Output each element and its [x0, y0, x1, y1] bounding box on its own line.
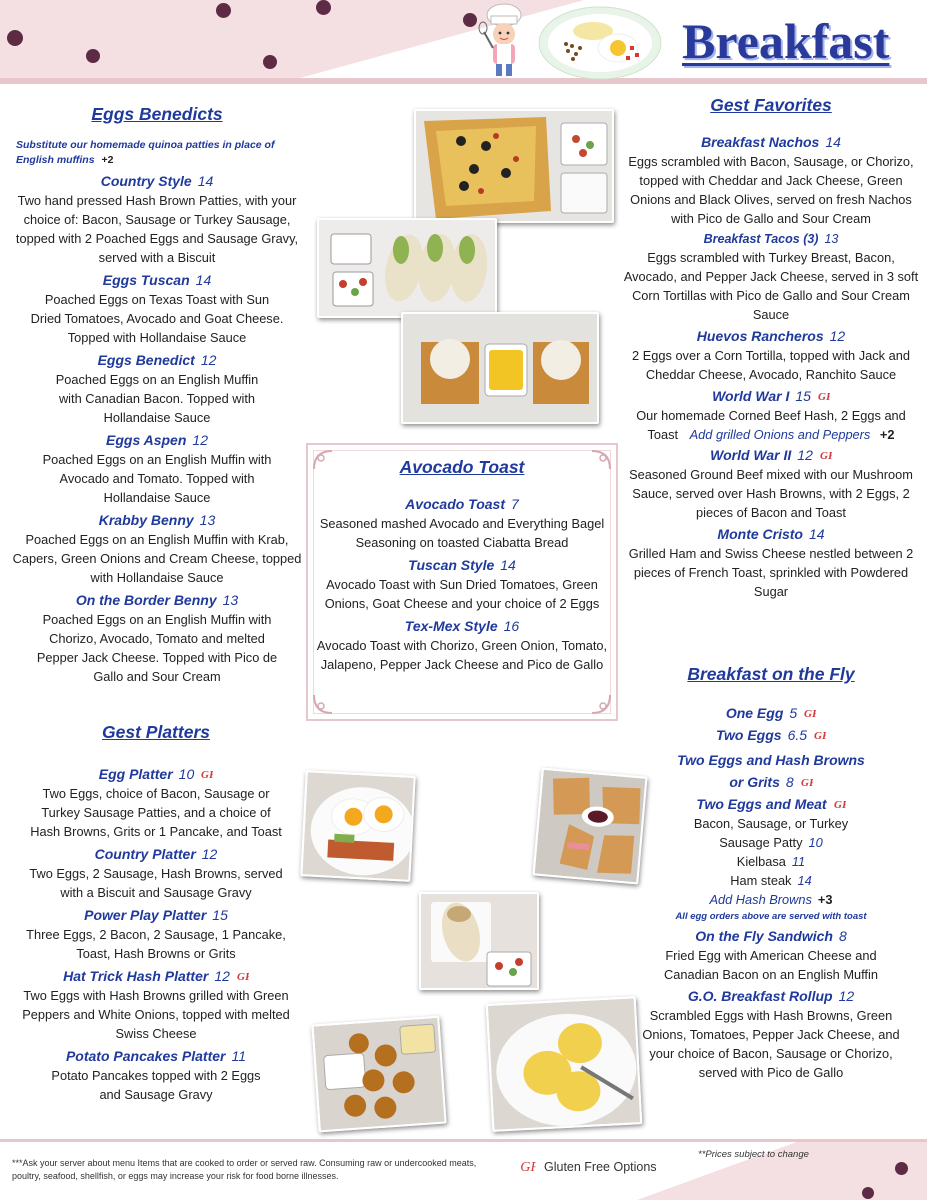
menu-item	[316, 618, 608, 674]
item-price: 14	[195, 272, 212, 288]
chef-illustration	[474, 2, 534, 80]
gluten-free-icon	[237, 969, 249, 983]
item-price: 15	[795, 388, 811, 404]
meat-line-wrap	[620, 852, 922, 871]
meat-line: Sausage Patty	[719, 835, 803, 850]
item-desc: Poached Eggs on an English Muffin with Krab, Capers, Green Onions and Cream Cheese, topped with Hollandaise Sauce	[12, 532, 302, 585]
menu-item	[620, 328, 922, 384]
item-price: 8	[785, 774, 794, 790]
item-desc: Poached Eggs on an English Muffin with Canadian Bacon. Topped with Hollandaise Sauce	[55, 372, 259, 425]
item-name-line1: Two Eggs and Hash Browns	[677, 752, 865, 768]
meat-price: 14	[797, 873, 812, 888]
gluten-free-icon	[834, 797, 846, 811]
gest-platters-section	[8, 722, 304, 1104]
item-name-text: Two Eggs	[715, 727, 782, 743]
menu-item	[12, 432, 302, 507]
section-title: Breakfast on the Fly	[687, 664, 855, 684]
item-name	[316, 496, 608, 512]
item-name	[620, 928, 922, 944]
item-price: 11	[231, 1048, 247, 1064]
prices-note: **Prices subject to change	[698, 1149, 809, 1160]
item-name-text: Potato Pancakes Platter	[65, 1048, 226, 1064]
item-price: 12	[829, 328, 846, 344]
menu-item	[12, 592, 302, 686]
item-price: 14	[500, 557, 516, 573]
item-name	[12, 592, 302, 608]
menu-item	[620, 388, 922, 444]
item-name	[620, 988, 922, 1004]
item-name	[620, 388, 922, 404]
menu-item	[620, 928, 922, 984]
photo-potato-pancakes	[311, 1016, 446, 1133]
item-name-text: Breakfast Tacos (3)	[703, 232, 819, 246]
addon-line	[620, 890, 922, 909]
section-title: Gest Platters	[102, 722, 210, 742]
item-price: 16	[503, 618, 520, 634]
item-desc: Three Eggs, 2 Bacon, 2 Sausage, 1 Pancake, Toast, Hash Browns or Grits	[26, 927, 286, 961]
item-name-text: Huevos Rancheros	[696, 328, 824, 344]
item-desc: Scrambled Eggs with Hash Browns, Green Onions, Tomatoes, Pepper Jack Cheese, and your choice of Bacon, Sausage or Chorizo, served with Pico de Gallo	[642, 1008, 900, 1080]
item-desc: Two Eggs, choice of Bacon, Sausage or Turkey Sausage Patties, and a choice of Hash Browns, Grits or 1 Pancake, and Toast	[30, 786, 282, 839]
item-name	[12, 352, 302, 368]
item-name-text: One Egg	[725, 705, 784, 721]
item-price: 12	[838, 988, 855, 1004]
decor-dot	[263, 55, 277, 69]
item-desc: 2 Eggs over a Corn Tortilla, topped with Jack and Cheddar Cheese, Avocado, Ranchito Sauce	[632, 348, 910, 382]
section-title: Eggs Benedicts	[91, 104, 223, 124]
quinoa-note-text: Substitute our homemade quinoa patties in place of English muffins	[16, 139, 275, 166]
item-name	[316, 618, 608, 634]
menu-item	[12, 512, 302, 587]
item-name-text: Avocado Toast	[405, 496, 506, 512]
gluten-free-icon	[201, 767, 213, 781]
item-name	[12, 432, 302, 448]
photo-eggs-tuscan	[401, 312, 599, 424]
photo-rollup	[419, 892, 539, 990]
menu-item	[12, 173, 302, 267]
item-name-text: Hat Trick Hash Platter	[63, 968, 209, 984]
item-name-text: Krabby Benny	[98, 512, 194, 528]
menu-item	[620, 988, 922, 1082]
item-price: 14	[808, 526, 825, 542]
item-two-eggs	[620, 727, 922, 743]
item-price: 13	[199, 512, 216, 528]
eggs-benedicts-section	[12, 104, 302, 686]
item-name	[8, 968, 304, 984]
item-price: 13	[222, 592, 239, 608]
gluten-free-icon	[818, 389, 830, 403]
gluten-free-icon	[804, 706, 816, 720]
item-price: 5	[789, 705, 798, 721]
meat-line: Kielbasa	[736, 854, 786, 869]
item-desc: Seasoned mashed Avocado and Everything Bagel Seasoning on toasted Ciabatta Bread	[319, 516, 605, 550]
item-name-text: Tuscan Style	[408, 557, 495, 573]
ornament-icon	[312, 693, 334, 715]
item-price: 8	[838, 928, 847, 944]
item-name-text: Eggs Aspen	[106, 432, 187, 448]
item-name-text: G.O. Breakfast Rollup	[687, 988, 833, 1004]
item-two-eggs-hash-browns	[620, 749, 922, 793]
gluten-free-icon	[814, 728, 826, 742]
gf-legend-text: Gluten Free Options	[544, 1160, 657, 1174]
menu-item	[12, 272, 302, 347]
item-desc: Eggs scrambled with Turkey Breast, Bacon, Avocado, and Pepper Jack Cheese, served in 3 soft Corn Tortillas with Pico de Gallo and Sour Cream Sauce	[623, 250, 919, 322]
addon-price: +3	[817, 892, 833, 907]
photo-egg-platter	[300, 770, 415, 882]
item-name-line2: or Grits	[729, 774, 780, 790]
item-price: 14	[197, 173, 214, 189]
item-desc: Potato Pancakes topped with 2 Eggs and Sausage Gravy	[51, 1068, 261, 1102]
page-title: Breakfast	[682, 13, 890, 69]
item-name	[12, 512, 302, 528]
meat-price: 10	[808, 835, 823, 850]
decor-dot	[862, 1187, 874, 1199]
meat-line-wrap	[620, 833, 922, 852]
menu-item	[12, 352, 302, 427]
menu-item	[8, 907, 304, 963]
quinoa-note	[12, 138, 302, 168]
section-title: Avocado Toast	[399, 457, 525, 477]
gluten-free-icon	[801, 775, 813, 789]
item-name	[8, 907, 304, 923]
menu-item	[620, 232, 922, 324]
item-name-text: On the Fly Sandwich	[695, 928, 833, 944]
item-two-eggs-meat	[620, 796, 922, 812]
item-desc: Two Eggs with Hash Browns grilled with Green Peppers and White Onions, topped with melted Swiss Cheese	[22, 988, 290, 1041]
item-price: 15	[212, 907, 228, 923]
item-price: 12	[192, 432, 208, 448]
item-one-egg	[620, 705, 922, 721]
item-price: 14	[825, 134, 841, 150]
menu-item	[620, 134, 922, 228]
item-name-text: Tex-Mex Style	[404, 618, 498, 634]
item-name	[316, 557, 608, 573]
breakfast-plate-illustration	[538, 6, 663, 80]
meat-price: 11	[791, 854, 806, 869]
item-name	[620, 134, 922, 150]
menu-item	[620, 526, 922, 601]
item-desc: Fried Egg with American Cheese and Canadian Bacon on an English Muffin	[664, 948, 878, 982]
addon-price: +2	[879, 427, 895, 442]
photo-breakfast-tacos	[317, 218, 497, 318]
item-price: 13	[824, 232, 839, 246]
item-desc-text: Our homemade Corned Beef Hash, 2 Eggs and Toast	[636, 408, 906, 442]
tacos-image	[319, 220, 497, 318]
menu-item	[620, 447, 922, 522]
item-name	[12, 272, 302, 288]
egg-platter-image	[302, 772, 416, 882]
item-desc: Avocado Toast with Sun Dried Tomatoes, Green Onions, Goat Cheese and your choice of 2 Eggs	[324, 577, 600, 611]
item-name-text: Breakfast Nachos	[701, 134, 820, 150]
item-name-text: Monte Cristo	[717, 526, 803, 542]
item-name-text: World War I	[712, 388, 790, 404]
menu-item	[316, 496, 608, 552]
item-price: 7	[511, 496, 519, 512]
meat-line: Ham steak	[730, 873, 792, 888]
item-price: 12	[797, 447, 813, 463]
gf-legend	[520, 1157, 657, 1175]
item-price: 12	[200, 352, 217, 368]
menu-item	[8, 968, 304, 1043]
item-price: 6.5	[787, 727, 808, 743]
eggs-tuscan-image	[403, 314, 599, 424]
gluten-free-icon	[820, 448, 832, 462]
item-name-text: Country Platter	[94, 846, 196, 862]
addon-text: Add grilled Onions and Peppers	[689, 427, 871, 442]
item-desc: Poached Eggs on an English Muffin with Avocado and Tomato. Topped with Hollandaise Sauce	[42, 452, 272, 505]
decor-dot	[316, 0, 331, 15]
item-desc: Two Eggs, 2 Sausage, Hash Browns, served with a Biscuit and Sausage Gravy	[29, 866, 283, 900]
item-name	[12, 173, 302, 189]
item-desc: Poached Eggs on an English Muffin with Chorizo, Avocado, Tomato and melted Pepper Jack Cheese. Topped with Pico de Gallo and Sour Cream	[36, 612, 278, 684]
meat-options	[620, 814, 922, 909]
item-name-text: Two Eggs and Meat	[696, 796, 827, 812]
nachos-image	[416, 111, 614, 223]
avocado-toast-section	[316, 457, 608, 674]
item-desc: Grilled Ham and Swiss Cheese nestled between 2 pieces of French Toast, sprinkled with Powdered Sugar	[628, 546, 914, 599]
item-name	[620, 328, 922, 344]
decor-dot	[7, 30, 23, 46]
addon-text: Add Hash Browns	[709, 892, 812, 907]
item-name	[620, 232, 922, 246]
potato-pancakes-image	[314, 1018, 447, 1133]
menu-item	[8, 1048, 304, 1104]
item-name	[620, 526, 922, 542]
item-price: 12	[201, 846, 218, 862]
item-desc: Eggs scrambled with Bacon, Sausage, or Chorizo, topped with Cheddar and Jack Cheese, Green Onions and Black Olives, served on fresh Nachos with Pico de Gallo and Sour Cream	[628, 154, 914, 226]
item-desc	[620, 406, 922, 444]
item-price: 12	[214, 968, 230, 984]
on-the-fly-section	[620, 664, 922, 1082]
banner-stripe	[0, 78, 927, 84]
quinoa-note-price: +2	[101, 154, 114, 166]
item-name	[8, 1048, 304, 1064]
item-desc: Seasoned Ground Beef mixed with our Mushroom Sauce, served over Hash Browns, with 2 Eggs, 2 pieces of Bacon and Toast	[629, 467, 913, 520]
item-name-text: Eggs Benedict	[97, 352, 195, 368]
menu-item	[8, 846, 304, 902]
gest-favorites-section	[620, 95, 922, 601]
item-name-text: Eggs Tuscan	[102, 272, 190, 288]
item-price: 10	[178, 766, 195, 782]
item-desc: Poached Eggs on Texas Toast with Sun Dried Tomatoes, Avocado and Goat Cheese. Topped with Hollandaise Sauce	[30, 292, 284, 345]
item-name	[620, 447, 922, 463]
menu-item	[8, 766, 304, 841]
section-title: Gest Favorites	[710, 95, 832, 115]
meat-line-wrap	[620, 871, 922, 890]
item-name-text: On the Border Benny	[75, 592, 217, 608]
item-desc: Two hand pressed Hash Brown Patties, with your choice of: Bacon, Sausage or Turkey Sausage, topped with 2 Poached Eggs and Sausage Gravy, served with a Biscuit	[15, 193, 299, 265]
rollup-image	[421, 894, 539, 990]
item-desc: Avocado Toast with Chorizo, Green Onion, Tomato, Jalapeno, Pepper Jack Cheese and Pico de Gallo	[316, 638, 608, 672]
item-name	[8, 766, 304, 782]
item-name-text: World War II	[710, 447, 792, 463]
gluten-free-icon	[520, 1157, 536, 1175]
decor-dot	[86, 49, 100, 63]
decor-dot	[895, 1162, 908, 1175]
item-name	[8, 846, 304, 862]
ornament-icon	[590, 693, 612, 715]
disclaimer-text: ***Ask your server about menu Items that are cooked to order or served raw. Consuming raw or undercooked meats, poultry, seafood, shellfish, or eggs may increase your risk for food borne illnesses.	[12, 1158, 477, 1181]
photo-eggs-benedict	[486, 996, 642, 1132]
item-name-text: Country Style	[100, 173, 192, 189]
toast-note: All egg orders above are served with toast	[675, 911, 867, 922]
decor-dot	[216, 3, 231, 18]
item-name-text: Power Play Platter	[84, 907, 207, 923]
item-name-line2-wrap	[620, 771, 922, 793]
photo-breakfast-nachos	[414, 109, 614, 223]
meat-line: Bacon, Sausage, or Turkey	[693, 816, 849, 831]
menu-item	[316, 557, 608, 613]
item-name-text: Egg Platter	[98, 766, 173, 782]
